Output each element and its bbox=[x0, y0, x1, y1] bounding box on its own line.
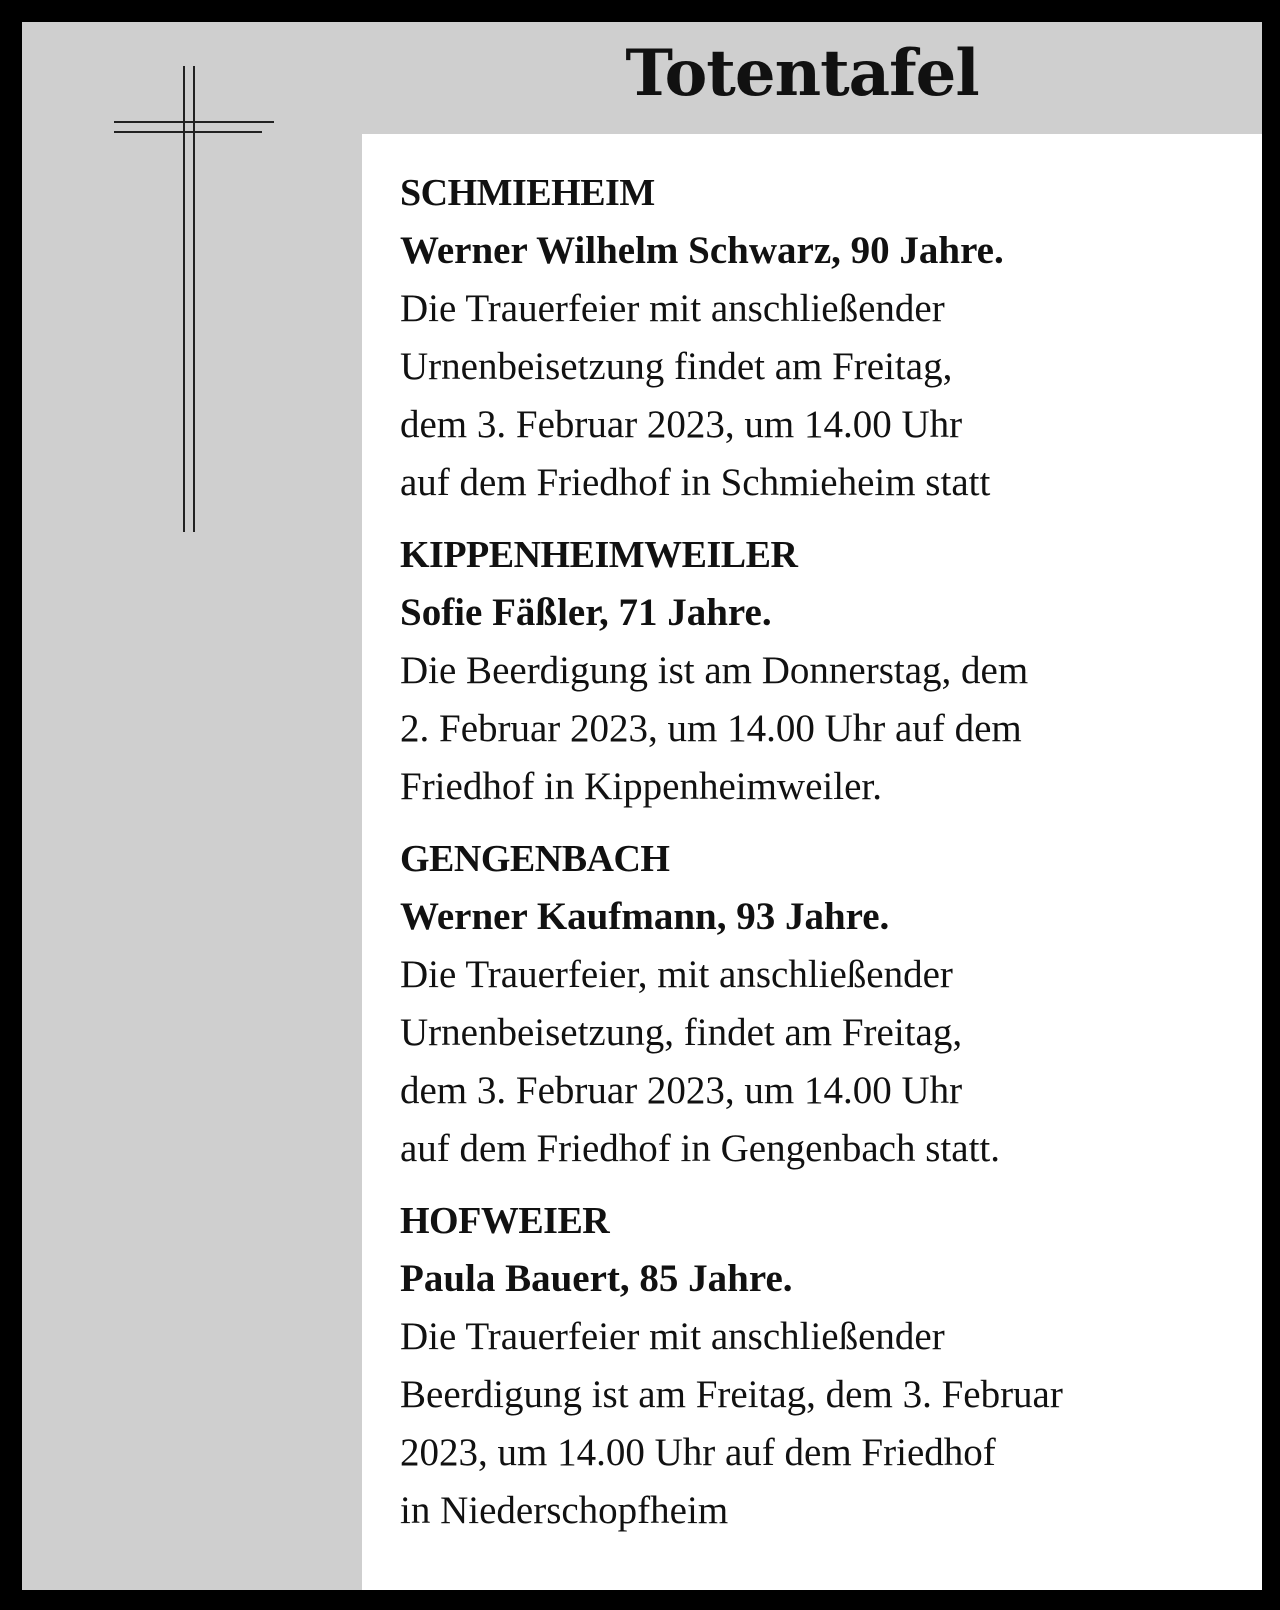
entry-line: in Niederschopfheim bbox=[400, 1489, 729, 1532]
entry-schmieheim bbox=[400, 164, 1250, 512]
entry-line: Die Beerdigung ist am Donnerstag, dem bbox=[400, 649, 1029, 692]
obituary-panel bbox=[22, 22, 1262, 1590]
entry-hofweier bbox=[400, 1192, 1250, 1540]
cross-icon bbox=[114, 66, 274, 532]
entry-line: auf dem Friedhof in Schmieheim statt bbox=[400, 461, 991, 504]
entry-line: dem 3. Februar 2023, um 14.00 Uhr bbox=[400, 403, 963, 446]
entry-line: Friedhof in Kippenheimweiler. bbox=[400, 765, 882, 808]
entry-line: Beerdigung ist am Freitag, dem 3. Februar bbox=[400, 1373, 1063, 1416]
entry-place: GENGENBACH bbox=[400, 838, 670, 880]
entry-line: Die Trauerfeier mit anschließender bbox=[400, 1315, 945, 1358]
entry-line: 2023, um 14.00 Uhr auf dem Friedhof bbox=[400, 1431, 996, 1474]
entry-line: auf dem Friedhof in Gengenbach statt. bbox=[400, 1127, 1000, 1170]
entry-name: Sofie Fäßler, 71 Jahre. bbox=[400, 591, 772, 634]
entry-name: Werner Wilhelm Schwarz, 90 Jahre. bbox=[400, 229, 1004, 272]
page-title: Totentafel bbox=[625, 36, 979, 111]
entry-line: Die Trauerfeier, mit anschließender bbox=[400, 953, 953, 996]
entry-kippenheimweiler bbox=[400, 526, 1250, 816]
entry-line: 2. Februar 2023, um 14.00 Uhr auf dem bbox=[400, 707, 1022, 750]
entry-line: Urnenbeisetzung findet am Freitag, bbox=[400, 345, 953, 388]
entry-name: Werner Kaufmann, 93 Jahre. bbox=[400, 895, 890, 938]
content-box bbox=[362, 134, 1262, 1590]
entry-place: KIPPENHEIMWEILER bbox=[400, 534, 798, 576]
entry-gengenbach bbox=[400, 830, 1250, 1178]
entry-line: Die Trauerfeier mit anschließender bbox=[400, 287, 945, 330]
entries-list bbox=[400, 164, 1250, 1554]
entry-line: Urnenbeisetzung, findet am Freitag, bbox=[400, 1011, 963, 1054]
entry-line: dem 3. Februar 2023, um 14.00 Uhr bbox=[400, 1069, 963, 1112]
entry-place: HOFWEIER bbox=[400, 1200, 610, 1242]
entry-name: Paula Bauert, 85 Jahre. bbox=[400, 1257, 793, 1300]
entry-place: SCHMIEHEIM bbox=[400, 172, 655, 214]
